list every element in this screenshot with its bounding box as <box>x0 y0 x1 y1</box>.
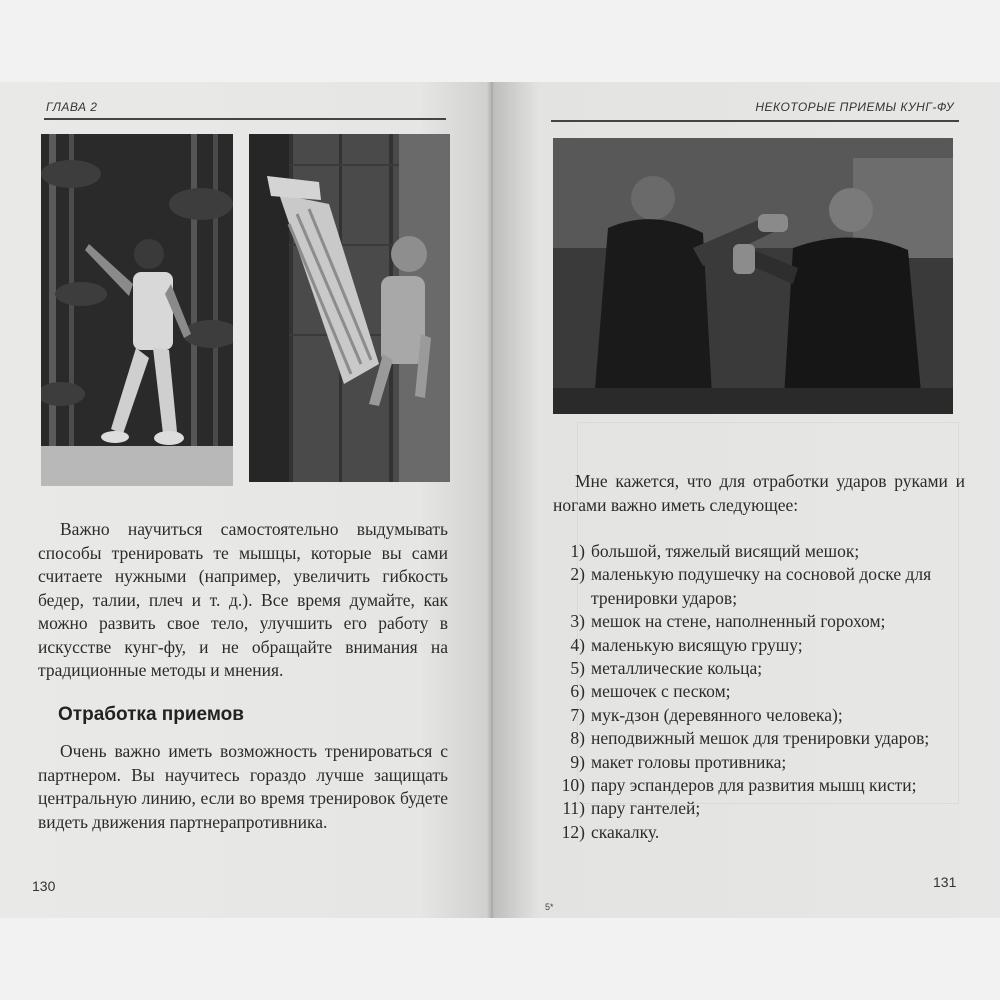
list-item: 5) металлические кольца; <box>570 658 763 679</box>
intro-text: Мне кажется, что для отработки ударов руками и ногами важно иметь следующее: <box>553 471 965 515</box>
paragraph-muscle-training <box>38 518 448 683</box>
photo-bamboo-training <box>41 134 233 486</box>
list-item: 9) макет головы противника; <box>570 751 787 772</box>
left-page <box>0 82 493 918</box>
page-number-left: 130 <box>32 878 56 894</box>
photo-wall-leg-raise <box>249 134 450 482</box>
intro-paragraph <box>553 470 965 517</box>
list-item: 12) скакалку. <box>561 821 660 842</box>
list-item: 1) большой, тяжелый висящий мешок; <box>570 541 860 561</box>
list-item: 2) маленькую подушечку на сосновой доске для тренировки ударов; <box>570 564 932 608</box>
right-page <box>493 82 1000 918</box>
list-item: 7) мук-дзон (деревянного человека); <box>570 704 843 725</box>
signature-mark: 5* <box>545 902 554 912</box>
running-head-left: ГЛАВА 2 <box>46 100 98 114</box>
running-head-right: НЕКОТОРЫЕ ПРИЕМЫ КУНГ-ФУ <box>755 100 954 114</box>
paragraph-2-text: Очень важно иметь возможность тренироваться с партнером. Вы научитесь гораздо лучше защищать центральную линию, если во время тренировок будете видеть движения партнерапротивника. <box>38 741 448 832</box>
page-number-right: 131 <box>933 874 957 890</box>
photo-sparring-partners <box>553 138 953 414</box>
list-item: 3) мешок на стене, наполненный горохом; <box>570 611 886 632</box>
list-item: 6) мешочек с песком; <box>570 681 731 702</box>
header-rule-right <box>551 120 959 122</box>
open-book <box>0 82 1000 918</box>
list-item: 8) неподвижный мешок для тренировки ударов; <box>570 728 930 749</box>
list-item: 4) маленькую висящую грушу; <box>570 634 803 655</box>
paragraph-partner-training <box>38 740 448 834</box>
equipment-list <box>553 540 973 844</box>
list-item: 10) пару эспандеров для развития мышц кисти; <box>561 775 917 796</box>
paragraph-1-text: Важно научиться самостоятельно выдумывать способы тренировать те мышцы, которые вы сами считаете нужными (например, увеличить гибкость бедер, талии, плеч и т. д.). Все время думайте, как можно развить свое тело, улучшить его работу в искусстве кунг-фу, и не обращайте внимания на традиционные методы и мнения. <box>38 519 448 680</box>
header-rule-left <box>44 118 446 120</box>
section-heading: Отработка приемов <box>58 704 244 725</box>
list-item: 11) пару гантелей; <box>562 798 701 819</box>
